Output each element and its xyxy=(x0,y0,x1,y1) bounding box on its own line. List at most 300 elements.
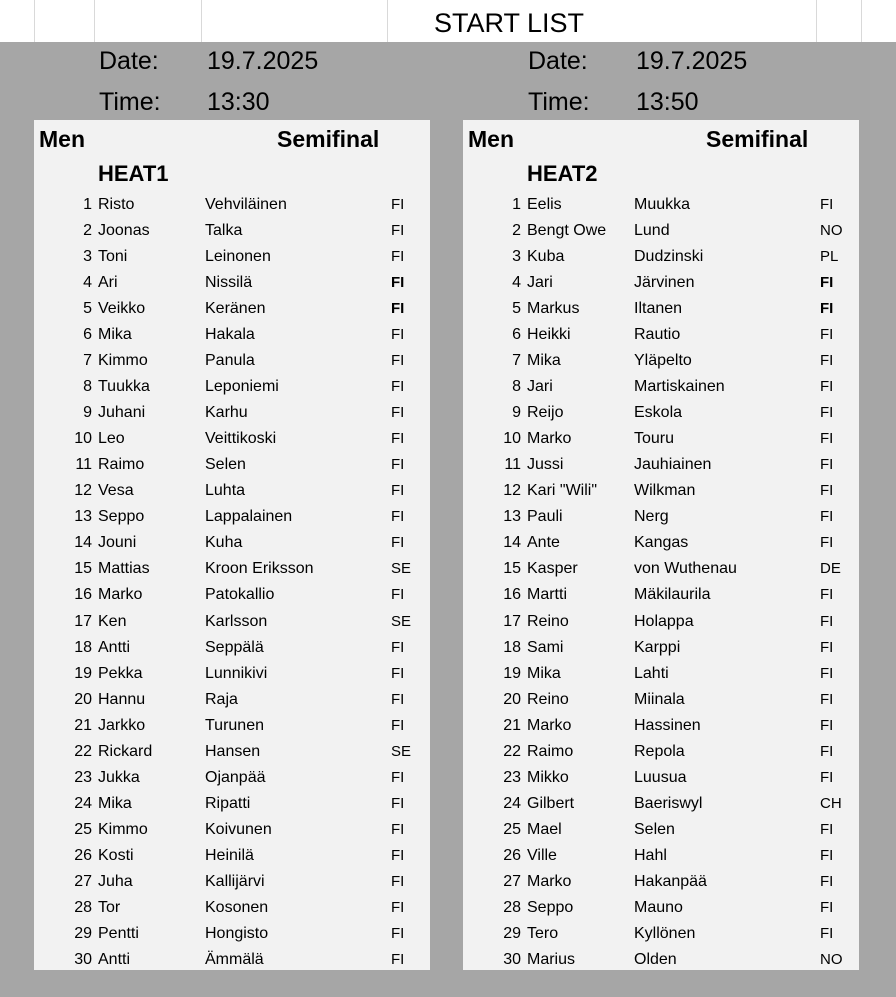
first-name: Marko xyxy=(527,716,572,734)
start-number: 29 xyxy=(503,924,521,942)
nationality: FI xyxy=(391,430,405,448)
grid-cell[interactable] xyxy=(0,0,35,42)
nationality: FI xyxy=(820,274,834,292)
table-row xyxy=(463,218,859,244)
last-name: Olden xyxy=(634,950,677,968)
nationality: FI xyxy=(391,872,405,890)
table-row xyxy=(463,270,859,296)
table-row xyxy=(463,817,859,843)
nationality: FI xyxy=(820,742,834,760)
last-name: Seppälä xyxy=(205,638,264,656)
table-row xyxy=(34,921,430,947)
last-name: Holappa xyxy=(634,612,694,630)
last-name: Vehviläinen xyxy=(205,196,287,213)
start-number: 11 xyxy=(75,456,92,474)
last-name: Panula xyxy=(205,352,255,370)
nationality: FI xyxy=(391,248,405,266)
last-name: Hakala xyxy=(205,326,255,344)
table-row xyxy=(34,244,430,270)
first-name: Mael xyxy=(527,820,562,838)
nationality: NO xyxy=(820,222,843,240)
table-row xyxy=(463,765,859,791)
nationality: FI xyxy=(391,820,405,838)
last-name: Dudzinski xyxy=(634,248,704,266)
nationality: SE xyxy=(391,612,412,630)
start-number: 21 xyxy=(503,716,521,734)
first-name: Kasper xyxy=(527,560,578,578)
first-name: Marko xyxy=(98,586,143,604)
nationality: FI xyxy=(391,378,405,396)
table-row xyxy=(34,296,430,322)
first-name: Reino xyxy=(527,612,569,630)
nationality: FI xyxy=(391,456,405,474)
start-number: 26 xyxy=(74,846,92,864)
last-name: Lund xyxy=(634,222,670,240)
nationality: FI xyxy=(391,404,405,422)
first-name: Pentti xyxy=(98,924,139,942)
last-name: Ripatti xyxy=(205,794,251,812)
first-name: Reino xyxy=(527,690,569,708)
last-name: Leinonen xyxy=(205,248,271,266)
first-name: Markus xyxy=(527,300,580,318)
nationality: FI xyxy=(391,482,405,500)
first-name: Antti xyxy=(98,638,131,656)
last-name: Hassinen xyxy=(634,716,701,734)
round-label: Semifinal xyxy=(706,126,809,152)
table-row xyxy=(463,452,859,478)
last-name: Karlsson xyxy=(205,612,268,630)
first-name: Marius xyxy=(527,950,576,968)
first-name: Gilbert xyxy=(527,794,575,812)
nationality: PL xyxy=(820,248,839,266)
nationality: FI xyxy=(820,872,834,890)
first-name: Marko xyxy=(527,430,572,448)
table-row xyxy=(34,609,430,635)
last-name: Järvinen xyxy=(634,274,695,292)
table-row xyxy=(463,869,859,895)
first-name: Toni xyxy=(98,248,128,266)
start-number: 8 xyxy=(512,378,521,396)
heat-label: HEAT1 xyxy=(98,161,169,186)
start-number: 19 xyxy=(74,664,92,682)
table-row xyxy=(463,739,859,765)
first-name: Tuukka xyxy=(98,378,150,396)
start-number: 30 xyxy=(503,950,521,968)
first-name: Martti xyxy=(527,586,567,604)
table-row xyxy=(34,687,430,713)
first-name: Ari xyxy=(98,274,118,292)
grid-cell[interactable] xyxy=(202,0,388,42)
table-row xyxy=(463,296,859,322)
start-number: 25 xyxy=(503,820,521,838)
last-name: Yläpelto xyxy=(634,352,692,370)
start-number: 15 xyxy=(503,560,521,578)
nationality: FI xyxy=(391,274,405,292)
nationality: FI xyxy=(820,898,834,916)
last-name: Hakanpää xyxy=(634,872,707,890)
start-number: 3 xyxy=(83,248,92,266)
start-list xyxy=(34,192,430,973)
start-number: 17 xyxy=(503,612,521,630)
start-list xyxy=(463,192,859,973)
last-name: Mauno xyxy=(634,898,683,916)
last-name: Karppi xyxy=(634,638,681,656)
nationality: FI xyxy=(391,846,405,864)
last-name: Keränen xyxy=(205,300,266,318)
last-name: Eskola xyxy=(634,404,683,422)
first-name: Antti xyxy=(98,950,131,968)
table-row xyxy=(463,609,859,635)
nationality: FI xyxy=(391,950,405,968)
time-label: Time: xyxy=(528,88,590,116)
first-name: Risto xyxy=(98,196,135,213)
first-name: Jari xyxy=(527,274,553,292)
table-row xyxy=(463,244,859,270)
last-name: Lappalainen xyxy=(205,508,293,526)
last-name: Hansen xyxy=(205,742,261,760)
last-name: Baeriswyl xyxy=(634,794,703,812)
table-row xyxy=(34,478,430,504)
nationality: FI xyxy=(391,508,405,526)
start-number: 20 xyxy=(503,690,521,708)
page-title: START LIST xyxy=(433,8,585,38)
nationality: FI xyxy=(391,898,405,916)
table-row xyxy=(34,869,430,895)
last-name: Talka xyxy=(205,222,243,240)
first-name: Marko xyxy=(527,872,572,890)
first-name: Ken xyxy=(98,612,127,630)
start-number: 14 xyxy=(74,534,92,552)
start-number: 17 xyxy=(74,612,92,630)
first-name: Joonas xyxy=(98,222,150,240)
last-name: Jauhiainen xyxy=(634,456,712,474)
table-row xyxy=(34,635,430,661)
start-number: 4 xyxy=(83,274,92,292)
nationality: FI xyxy=(820,664,834,682)
nationality: FI xyxy=(820,300,834,318)
table-row xyxy=(34,895,430,921)
start-number: 13 xyxy=(74,508,92,526)
start-number: 21 xyxy=(74,716,92,734)
time-value: 13:30 xyxy=(207,88,270,116)
last-name: Nissilä xyxy=(205,274,253,292)
start-number: 14 xyxy=(503,534,521,552)
start-number: 15 xyxy=(74,560,92,578)
start-number: 7 xyxy=(512,352,521,370)
table-row xyxy=(34,218,430,244)
nationality: FI xyxy=(820,352,834,370)
start-number: 8 xyxy=(83,378,92,396)
last-name: von Wuthenau xyxy=(634,560,737,578)
nationality: FI xyxy=(820,846,834,864)
nationality: FI xyxy=(391,196,405,213)
nationality: FI xyxy=(391,768,405,786)
first-name: Hannu xyxy=(98,690,146,708)
last-name: Rautio xyxy=(634,326,681,344)
last-name: Nerg xyxy=(634,508,669,526)
last-name: Heinilä xyxy=(205,846,254,864)
heat-panel-1 xyxy=(34,120,430,970)
table-row xyxy=(34,270,430,296)
nationality: FI xyxy=(820,508,834,526)
start-number: 16 xyxy=(74,586,92,604)
first-name: Seppo xyxy=(98,508,145,526)
table-row xyxy=(34,582,430,608)
last-name: Hahl xyxy=(634,846,667,864)
table-row xyxy=(34,947,430,973)
table-row xyxy=(34,348,430,374)
table-row xyxy=(463,843,859,869)
nationality: FI xyxy=(820,534,834,552)
nationality: FI xyxy=(391,300,405,318)
start-number: 4 xyxy=(512,274,521,292)
time-value: 13:50 xyxy=(636,88,699,116)
start-number: 12 xyxy=(74,482,92,500)
first-name: Mattias xyxy=(98,560,150,578)
table-row xyxy=(463,556,859,582)
nationality: FI xyxy=(820,924,834,942)
last-name: Patokallio xyxy=(205,586,275,604)
start-number: 26 xyxy=(503,846,521,864)
nationality: FI xyxy=(391,326,405,344)
start-number: 11 xyxy=(504,456,521,474)
last-name: Martiskainen xyxy=(634,378,725,396)
last-name: Luhta xyxy=(205,482,246,500)
first-name: Jukka xyxy=(98,768,140,786)
last-name: Kangas xyxy=(634,534,689,552)
nationality: FI xyxy=(391,716,405,734)
nationality: CH xyxy=(820,794,842,812)
first-name: Seppo xyxy=(527,898,574,916)
first-name: Leo xyxy=(98,430,125,448)
table-row xyxy=(34,452,430,478)
nationality: SE xyxy=(391,742,412,760)
first-name: Juha xyxy=(98,872,133,890)
table-row xyxy=(463,895,859,921)
table-row xyxy=(34,817,430,843)
nationality: FI xyxy=(820,482,834,500)
category-label: Men xyxy=(39,126,85,152)
last-name: Turunen xyxy=(205,716,264,734)
last-name: Kyllönen xyxy=(634,924,696,942)
first-name: Veikko xyxy=(98,300,146,318)
table-row xyxy=(463,687,859,713)
last-name: Touru xyxy=(634,430,675,448)
nationality: FI xyxy=(820,690,834,708)
table-row xyxy=(34,791,430,817)
first-name: Reijo xyxy=(527,404,564,422)
nationality: FI xyxy=(391,690,405,708)
nationality: FI xyxy=(820,586,834,604)
heat-panel-2 xyxy=(463,120,859,970)
start-number: 27 xyxy=(74,872,92,890)
first-name: Ante xyxy=(527,534,560,552)
first-name: Heikki xyxy=(527,326,571,344)
first-name: Bengt Owe xyxy=(527,222,607,240)
last-name: Hongisto xyxy=(205,924,269,942)
start-number: 10 xyxy=(503,430,521,448)
grid-cell[interactable] xyxy=(95,0,202,42)
nationality: FI xyxy=(820,638,834,656)
first-name: Tor xyxy=(98,898,121,916)
first-name: Kuba xyxy=(527,248,565,266)
table-row xyxy=(463,504,859,530)
heat-label: HEAT2 xyxy=(527,161,598,186)
nationality: FI xyxy=(820,430,834,448)
table-row xyxy=(34,765,430,791)
nationality: FI xyxy=(391,586,405,604)
start-number: 25 xyxy=(74,820,92,838)
nationality: FI xyxy=(820,612,834,630)
first-name: Jari xyxy=(527,378,553,396)
last-name: Koivunen xyxy=(205,820,272,838)
nationality: NO xyxy=(820,950,843,968)
date-value: 19.7.2025 xyxy=(636,47,748,75)
start-number: 12 xyxy=(503,482,521,500)
table-row xyxy=(463,921,859,947)
category-label: Men xyxy=(468,126,514,152)
table-row xyxy=(34,530,430,556)
last-name: Karhu xyxy=(205,404,248,422)
table-row xyxy=(463,582,859,608)
nationality: FI xyxy=(820,716,834,734)
table-row xyxy=(34,661,430,687)
start-number: 5 xyxy=(83,300,92,318)
start-number: 30 xyxy=(74,950,92,968)
nationality: FI xyxy=(391,664,405,682)
first-name: Kari "Wili" xyxy=(527,482,598,500)
start-number: 27 xyxy=(503,872,521,890)
start-number: 9 xyxy=(512,404,521,422)
last-name: Mäkilaurila xyxy=(634,586,711,604)
date-label: Date: xyxy=(99,47,159,75)
last-name: Veittikoski xyxy=(205,430,277,448)
last-name: Selen xyxy=(634,820,675,838)
first-name: Mika xyxy=(98,794,132,812)
first-name: Vesa xyxy=(98,482,134,500)
nationality: FI xyxy=(820,820,834,838)
first-name: Mika xyxy=(527,352,561,370)
nationality: FI xyxy=(391,924,405,942)
last-name: Iltanen xyxy=(634,300,683,318)
start-number: 7 xyxy=(83,352,92,370)
round-label: Semifinal xyxy=(277,126,380,152)
start-number: 16 xyxy=(503,586,521,604)
first-name: Jussi xyxy=(527,456,564,474)
start-number: 6 xyxy=(83,326,92,344)
first-name: Kimmo xyxy=(98,820,148,838)
grid-cell[interactable] xyxy=(817,0,862,42)
first-name: Eelis xyxy=(527,196,562,213)
nationality: FI xyxy=(391,794,405,812)
last-name: Ämmälä xyxy=(205,950,264,968)
last-name: Selen xyxy=(205,456,246,474)
last-name: Muukka xyxy=(634,196,691,213)
nationality: FI xyxy=(820,196,834,213)
start-number: 28 xyxy=(74,898,92,916)
grid-cell[interactable] xyxy=(35,0,95,42)
last-name: Kallijärvi xyxy=(205,872,265,890)
start-number: 1 xyxy=(512,196,521,213)
start-number: 1 xyxy=(83,196,92,213)
start-number: 19 xyxy=(503,664,521,682)
first-name: Kosti xyxy=(98,846,134,864)
start-number: 2 xyxy=(83,222,92,240)
nationality: FI xyxy=(391,534,405,552)
first-name: Tero xyxy=(527,924,559,942)
start-number: 10 xyxy=(74,430,92,448)
last-name: Kroon Eriksson xyxy=(205,560,314,578)
first-name: Raimo xyxy=(527,742,574,760)
start-number: 24 xyxy=(503,794,521,812)
start-number: 3 xyxy=(512,248,521,266)
last-name: Kosonen xyxy=(205,898,269,916)
nationality: FI xyxy=(820,326,834,344)
nationality: FI xyxy=(391,638,405,656)
start-number: 20 xyxy=(74,690,92,708)
date-label: Date: xyxy=(528,47,588,75)
nationality: FI xyxy=(820,456,834,474)
first-name: Juhani xyxy=(98,404,146,422)
table-row xyxy=(34,739,430,765)
nationality: SE xyxy=(391,560,412,578)
last-name: Luusua xyxy=(634,768,687,786)
last-name: Kuha xyxy=(205,534,243,552)
last-name: Lunnikivi xyxy=(205,664,268,682)
nationality: FI xyxy=(391,222,405,240)
start-number: 18 xyxy=(74,638,92,656)
table-row xyxy=(463,478,859,504)
table-row xyxy=(463,348,859,374)
last-name: Miinala xyxy=(634,690,685,708)
grid-cell[interactable] xyxy=(862,0,896,42)
sheet-header-row xyxy=(0,0,896,42)
first-name: Ville xyxy=(527,846,557,864)
last-name: Raja xyxy=(205,690,238,708)
start-number: 28 xyxy=(503,898,521,916)
first-name: Jarkko xyxy=(98,716,146,734)
table-row xyxy=(463,713,859,739)
table-row xyxy=(463,374,859,400)
table-row xyxy=(463,661,859,687)
table-row xyxy=(34,374,430,400)
date-value: 19.7.2025 xyxy=(207,47,319,75)
table-row xyxy=(34,504,430,530)
table-row xyxy=(463,635,859,661)
table-row xyxy=(463,530,859,556)
start-number: 9 xyxy=(83,404,92,422)
table-row xyxy=(463,791,859,817)
nationality: DE xyxy=(820,560,841,578)
first-name: Kimmo xyxy=(98,352,148,370)
first-name: Raimo xyxy=(98,456,145,474)
table-row xyxy=(34,426,430,452)
start-number: 29 xyxy=(74,924,92,942)
first-name: Pauli xyxy=(527,508,563,526)
last-name: Repola xyxy=(634,742,685,760)
nationality: FI xyxy=(820,378,834,396)
first-name: Pekka xyxy=(98,664,143,682)
last-name: Wilkman xyxy=(634,482,696,500)
last-name: Ojanpää xyxy=(205,768,266,786)
table-row xyxy=(463,322,859,348)
table-row xyxy=(463,192,859,218)
grid-cell[interactable] xyxy=(630,0,817,42)
table-row xyxy=(34,192,430,218)
last-name: Lahti xyxy=(634,664,669,682)
start-number: 13 xyxy=(503,508,521,526)
start-number: 22 xyxy=(503,742,521,760)
